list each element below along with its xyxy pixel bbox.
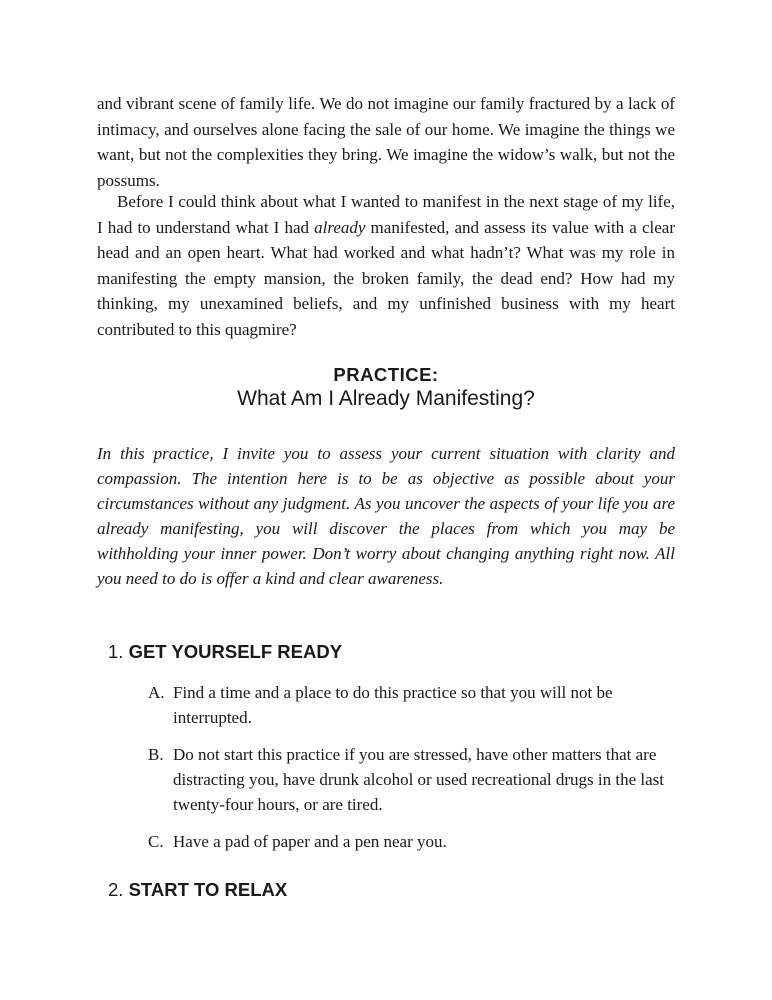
practice-label: PRACTICE:: [333, 364, 439, 385]
section-title: START TO RELAX: [128, 879, 288, 900]
list-item-letter: C.: [148, 832, 164, 851]
section-number: 2.: [108, 879, 124, 900]
section-heading-1: [108, 641, 342, 663]
paragraph-2: [97, 189, 675, 342]
list-item-text: Do not start this practice if you are stressed, have other matters that are distracting you, have drunk alcohol or used recreational drugs in the last twenty-four hours, or are tired.: [173, 745, 664, 814]
list-item-letter: B.: [148, 745, 164, 764]
paragraph-1: and vibrant scene of family life. We do not imagine our family fractured by a lack of intimacy, and ourselves alone facing the sale of our home. We imagine the things we want, but not the complexities they bring. We imagine the widow’s walk, but not the possums.: [97, 94, 675, 190]
practice-intro: In this practice, I invite you to assess your current situation with clarity and compassion. The intention here is to be as objective as possible about your circumstances without any judgment. As you uncover the aspects of your life you are already manifesting, you will discover the places from which you may be withholding your inner power. Don’t worry about changing anything right now. All you need to do is offer a kind and clear awareness.: [97, 444, 675, 588]
practice-title: What Am I Already Manifesting?: [237, 387, 535, 410]
paragraph-2-emphasis: already: [314, 217, 366, 237]
list-item-text: Have a pad of paper and a pen near you.: [173, 832, 447, 851]
section-title: GET YOURSELF READY: [128, 641, 343, 662]
paragraph-2-text-start: Before I could think about what I wanted to manifest in the next stage of my life, I had to understand what I had: [97, 192, 675, 237]
list-item-text: Find a time and a place to do this practice so that you will not be interrupted.: [173, 683, 613, 727]
list-item: [148, 742, 668, 817]
section-heading-2: [108, 879, 287, 901]
list-item: [148, 829, 668, 854]
list-item-letter: A.: [148, 683, 165, 702]
paragraph-2-text-end: manifested, and assess its value with a clear head and an open heart. What had worked and what hadn’t? What was my role in manifesting the empty mansion, the broken family, the dead end? How had my thinking, my unexamined beliefs, and my unfinished business with my heart contributed to this quagmire?: [97, 217, 675, 339]
section-number: 1.: [108, 641, 124, 662]
list-item: [148, 680, 668, 730]
